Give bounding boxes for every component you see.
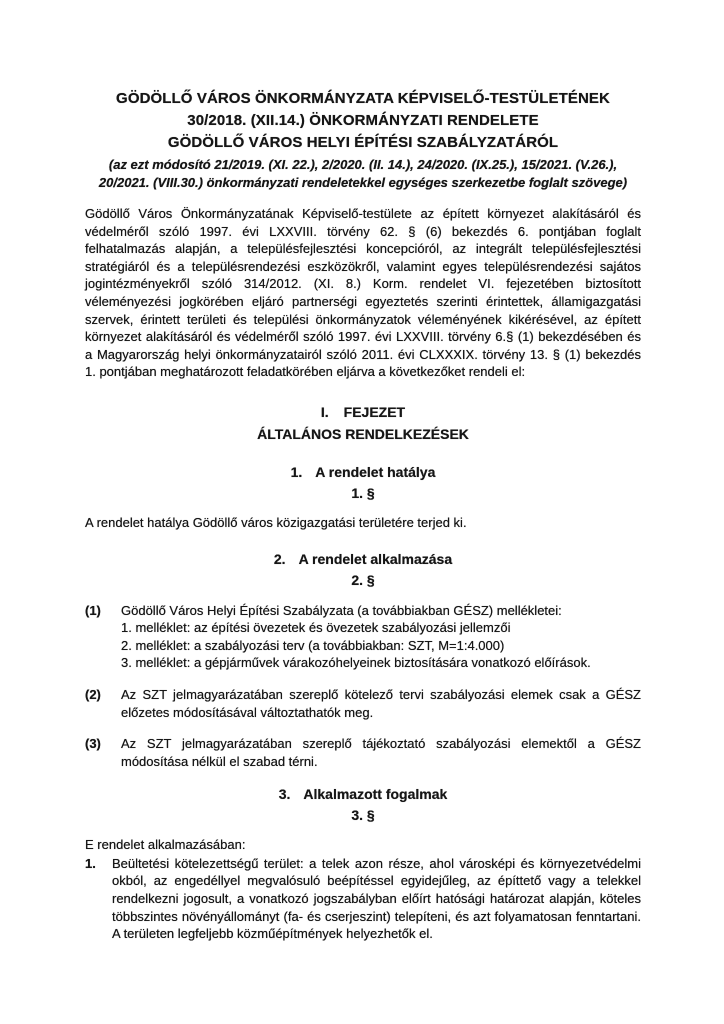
section-3-number: 3.: [278, 786, 291, 803]
section-3-title: Alkalmazott fogalmak: [303, 786, 448, 803]
definition-1-text: Beültetési kötelezettségű terület: a telek azon része, ahol városképi és környezetvédelmi okból, az engedéllyel megvalósuló beépítéssel egyidejűleg, az építtető vagy a telekkel rendelkezni jogosult, a vonatkozó jogszabályban előírt hatósági határozat alapján, köteles többszintes növényállományt (fa- és cserjeszint) telepíteni, és azt folyamatosan fenntartani. A területen legfeljebb közműépítmények helyezhetők el.: [112, 855, 641, 942]
section-2-heading: [85, 549, 641, 569]
chapter-number: I.: [320, 403, 329, 420]
section-2-paragraph-sign: 2. §: [351, 571, 375, 588]
section-1-number: 1.: [290, 463, 303, 480]
clause-3-marker: (3): [85, 736, 101, 752]
clause-1-body: [121, 602, 641, 672]
amendment-note: [85, 156, 641, 192]
clause-1-marker: (1): [85, 602, 101, 618]
document-header: [85, 88, 641, 192]
section-1-body: A rendelet hatálya Gödöllő város közigazgatási területére terjed ki.: [85, 514, 467, 530]
section-2-title: A rendelet alkalmazása: [298, 550, 453, 567]
section-1-title: A rendelet hatálya: [315, 463, 436, 480]
clause-3-text: Az SZT jelmagyarázatában szereplő tájékoztató szabályozási elemektől a GÉSZ módosítása nélkül el szabad térni.: [121, 736, 641, 769]
section-3-paragraph-sign: 3. §: [351, 807, 375, 824]
clause-2-marker: (2): [85, 686, 101, 702]
chapter-subtitle: ÁLTALÁNOS RENDELKEZÉSEK: [257, 425, 469, 442]
section-1-heading: [85, 462, 641, 482]
section-2-clauses: [85, 602, 641, 771]
amendment-note-line-2: 20/2021. (VIII.30.) önkormányzati rendeletekkel egységes szerkezetbe foglalt szövege): [98, 175, 628, 190]
clause-1-subitem-1: 1. melléklet: az építési övezetek és övezetek szabályozási jellemzői: [121, 620, 511, 636]
section-3-intro: E rendelet alkalmazásában:: [85, 837, 246, 853]
chapter-title: FEJEZET: [343, 403, 406, 420]
clause-1: [85, 602, 641, 672]
document-title-line-2: 30/2018. (XII.14.) ÖNKORMÁNYZATI RENDELETE: [187, 112, 539, 129]
clause-3-body: [121, 735, 641, 770]
section-1-paragraph-sign: 1. §: [351, 484, 375, 501]
document-content: [85, 88, 641, 943]
clause-2: [85, 686, 641, 721]
definition-1-marker: 1.: [85, 855, 96, 871]
amendment-note-line-1: (az ezt módosító 21/2019. (XI. 22.), 2/2020. (II. 14.), 24/2020. (IX.25.), 15/2021. (V.26.),: [108, 157, 618, 172]
clause-1-subitem-2: 2. melléklet: a szabályozási terv (a továbbiakban: SZT, M=1:4.000): [121, 637, 505, 653]
clause-1-text: Gödöllő Város Helyi Építési Szabályzata (a továbbiakban GÉSZ) mellékletei:: [121, 602, 562, 618]
clause-1-subitem-3: 3. melléklet: a gépjárművek várakozóhelyeinek biztosítására vonatkozó előírások.: [121, 655, 591, 671]
clause-2-body: [121, 686, 641, 721]
section-3-heading: [85, 784, 641, 804]
document-title-line-1: GÖDÖLLŐ VÁROS ÖNKORMÁNYZATA KÉPVISELŐ-TESTÜLETÉNEK: [116, 90, 610, 107]
preamble-paragraph: Gödöllő Város Önkormányzatának Képviselő-testülete az épített környezet alakításáról és védelméről szóló 1997. évi LXXVIII. törvény 62. § (6) bekezdés 6. pontjában foglalt felhatalmazás alapján, a településfejlesztési koncepcióról, az integrált településfejlesztési stratégiáról és a településrendezési eszközökről, valamint egyes településrendezési sajátos jogintézményekről szóló 314/2012. (XI. 8.) Korm. rendelet VI. fejezetében biztosított véleményezési jogkörében eljáró partnerségi egyeztetés szerinti érintettek, államigazgatási szervek, érintett területi és települési önkormányzatok véleményének kikérésével, az épített környezet alakításáról és védelméről szóló 1997. évi LXXVIII. törvény 6.§ (1) bekezdésében és a Magyarország helyi önkormányzatairól szóló 2011. évi CLXXXIX. törvény 13. § (1) bekezdés 1. pontjában meghatározott feladatkörében eljárva a következőket rendeli el:: [85, 206, 641, 380]
clause-3: [85, 735, 641, 770]
chapter-heading: [85, 401, 641, 445]
document-title-line-3: GÖDÖLLŐ VÁROS HELYI ÉPÍTÉSI SZABÁLYZATÁRÓL: [167, 134, 559, 151]
definition-1: [85, 855, 641, 943]
chapter-number-line: [85, 401, 641, 423]
section-2-number: 2.: [273, 550, 286, 567]
clause-2-text: Az SZT jelmagyarázatában szereplő kötelező tervi szabályozási elemek csak a GÉSZ előzetes módosításával változtathatók meg.: [121, 686, 641, 720]
